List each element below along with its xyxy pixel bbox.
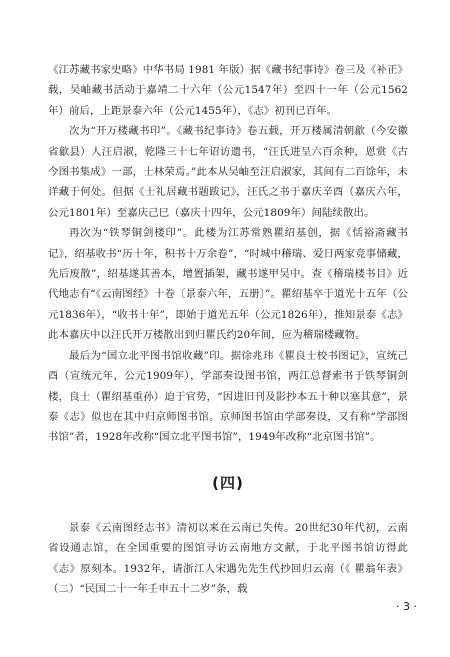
- paragraph-2: 次为“开万楼藏书印”。《藏书纪事诗》卷五载，开万楼属清朝歙（今安徽省歙县）人汪启淑，乾隆三十七年诏访遗书，“汪氏进呈六百余种，恩赏《古今图书集成》一部，士林荣焉。”此本从吴岫至汪启淑家，其间有二百馀年，未详藏于何处。但据《士礼居藏书题跋记》，汪氏之书于嘉庆辛酉（嘉庆六年，公元1801年）至嘉庆己巳（嘉庆十四年，公元1809年）间陆续散出。: [48, 125, 408, 219]
- paragraph-5: 景泰《云南图经志书》清初以来在云南已失传。20世纪30年代初，云南省设通志馆，在全国重要的图馆寻访云南地方文献，于北平图书馆访得此《志》原刻本。1932年，请浙江人宋遇先先生代抄回归云南（《 瞿翁年表》（二）“民国二十一年壬申五十二岁”条，载: [48, 521, 408, 595]
- paragraph-4: 最后为“国立北平图书馆收藏”印。据徐兆玮《瞿良士校书图记》，宣统己酉（宣统元年，公元1909年），学部奏设图书馆，两江总督索书于铁琴铜剑楼，良士（瞿绍基重孙）迫于官势，“因进旧刊及影抄本五十种以塞其意”，景泰《志》似也在其中归京师图书馆。京师图书馆由学部奏设，又有称“学部图书馆”者，1928年改称“国立北平图书馆”，1949年改称“北京图书馆”。: [48, 349, 408, 444]
- section-heading: (四): [212, 473, 244, 492]
- paragraph-1: 《江苏藏书家史略》中华书局 1981 年版）据《藏书纪事诗》卷三及《补正》载，吴岫藏书活动于嘉靖二十六年（公元1547年）至四十一年（公元1562年）前后，上距景泰六年（公元1455年），《志》初刊已百年。: [48, 64, 408, 117]
- paragraph-3: 再次为“铁琴铜剑楼印”。此楼为江苏常熟瞿绍基创，据《恬裕斋藏书记》，绍基收书“历十年，积书十万余卷”，“时城中稽瑞、爱日两家竞事储藏，先后废散”，绍基遂其善本，增置插架，藏书遂甲吴中。查《稽瑞楼书目》近代地志有“《云南图经》十卷〔景泰六年，五册〕”。瞿绍基卒于道光十五年（公元1836年），“收书十年”，即始于道光五年（公元1826年），推知景泰《志》此本嘉庆中以汪氏开万楼散出到归瞿氏约20年间，应为稽瑞楼藏物。: [48, 227, 408, 342]
- page-number: · 3 ·: [396, 600, 417, 613]
